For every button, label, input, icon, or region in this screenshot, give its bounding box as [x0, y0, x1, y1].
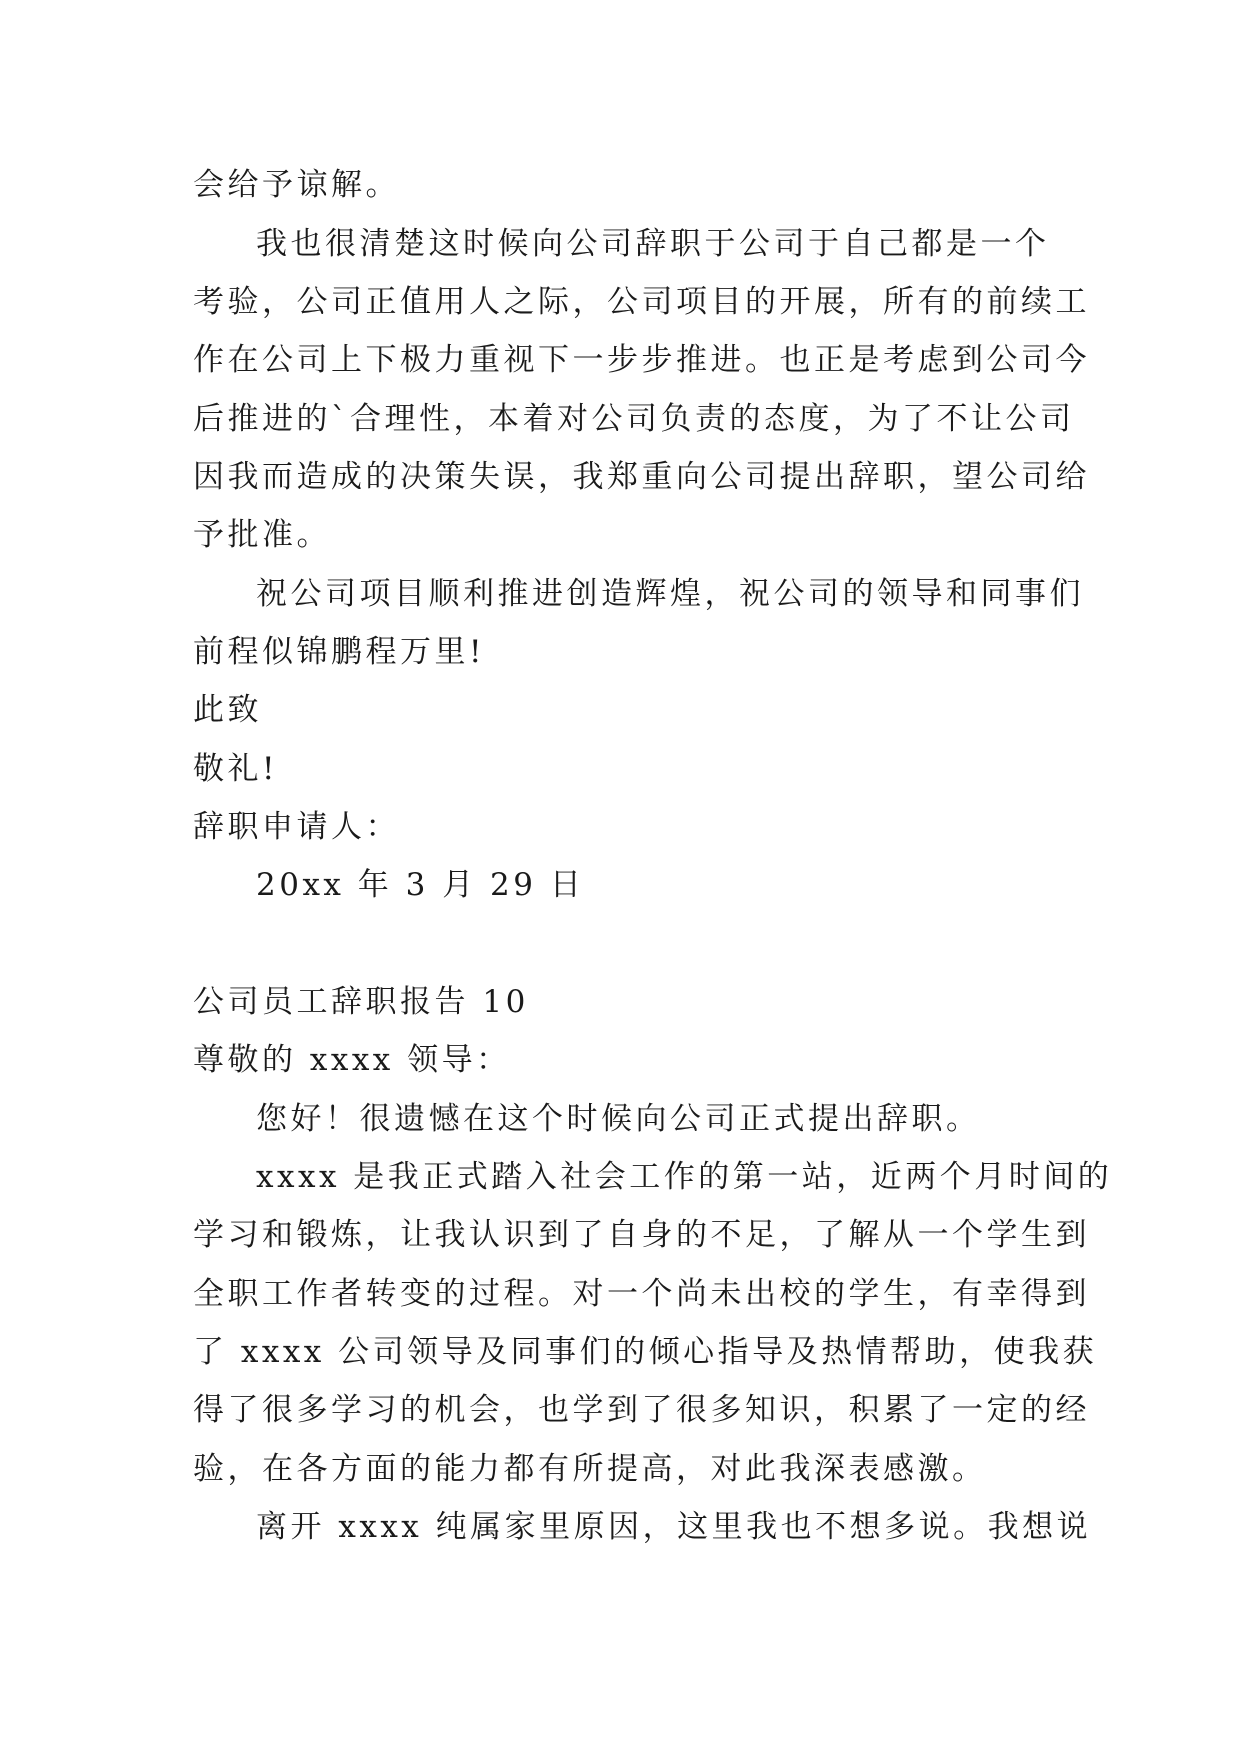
- paragraph-text-line: 祝公司项目顺利推进创造辉煌，祝公司的领导和同事们: [256, 576, 1084, 612]
- paragraph-text-line: 离开 xxxx 纯属家里原因，这里我也不想多说。我想说: [256, 1509, 1092, 1545]
- text-line: 学习和锻炼，让我认识到了自身的不足，了解从一个学生到: [193, 1217, 1090, 1253]
- text-line: 了 xxxx 公司领导及同事们的倾心指导及热情帮助，使我获: [193, 1334, 1098, 1370]
- paragraph-text-line: xxxx 是我正式踏入社会工作的第一站，近两个月时间的: [256, 1159, 1113, 1195]
- salutation-line: 敬礼!: [193, 751, 278, 787]
- paragraph-text-line: 我也很清楚这时候向公司辞职于公司于自己都是一个: [256, 226, 1050, 262]
- text-line: 作在公司上下极力重视下一步步推进。也正是考虑到公司今: [193, 342, 1090, 378]
- text-line: 前程似锦鹏程万里!: [193, 634, 485, 670]
- section-title: 公司员工辞职报告 10: [193, 984, 529, 1020]
- text-line: 全职工作者转变的过程。对一个尚未出校的学生，有幸得到: [193, 1276, 1090, 1312]
- signer-label: 辞职申请人：: [193, 809, 400, 845]
- text-line: 得了很多学习的机会，也学到了很多知识，积累了一定的经: [193, 1392, 1090, 1428]
- text-line: 予批准。: [193, 517, 331, 553]
- greeting-line: 尊敬的 xxxx 领导：: [193, 1042, 511, 1078]
- text-line: 验，在各方面的能力都有所提高，对此我深表感激。: [193, 1451, 987, 1487]
- closing-line: 此致: [193, 692, 262, 728]
- text-line: 考验，公司正值用人之际，公司项目的开展，所有的前续工: [193, 284, 1090, 320]
- text-line: 因我而造成的决策失误，我郑重向公司提出辞职，望公司给: [193, 459, 1090, 495]
- text-line: 会给予谅解。: [193, 167, 400, 203]
- text-line: 后推进的`合理性，本着对公司负责的态度，为了不让公司: [193, 401, 1075, 437]
- date-line: 20xx 年 3 月 29 日: [256, 867, 585, 903]
- paragraph-text-line: 您好！很遗憾在这个时候向公司正式提出辞职。: [256, 1101, 981, 1137]
